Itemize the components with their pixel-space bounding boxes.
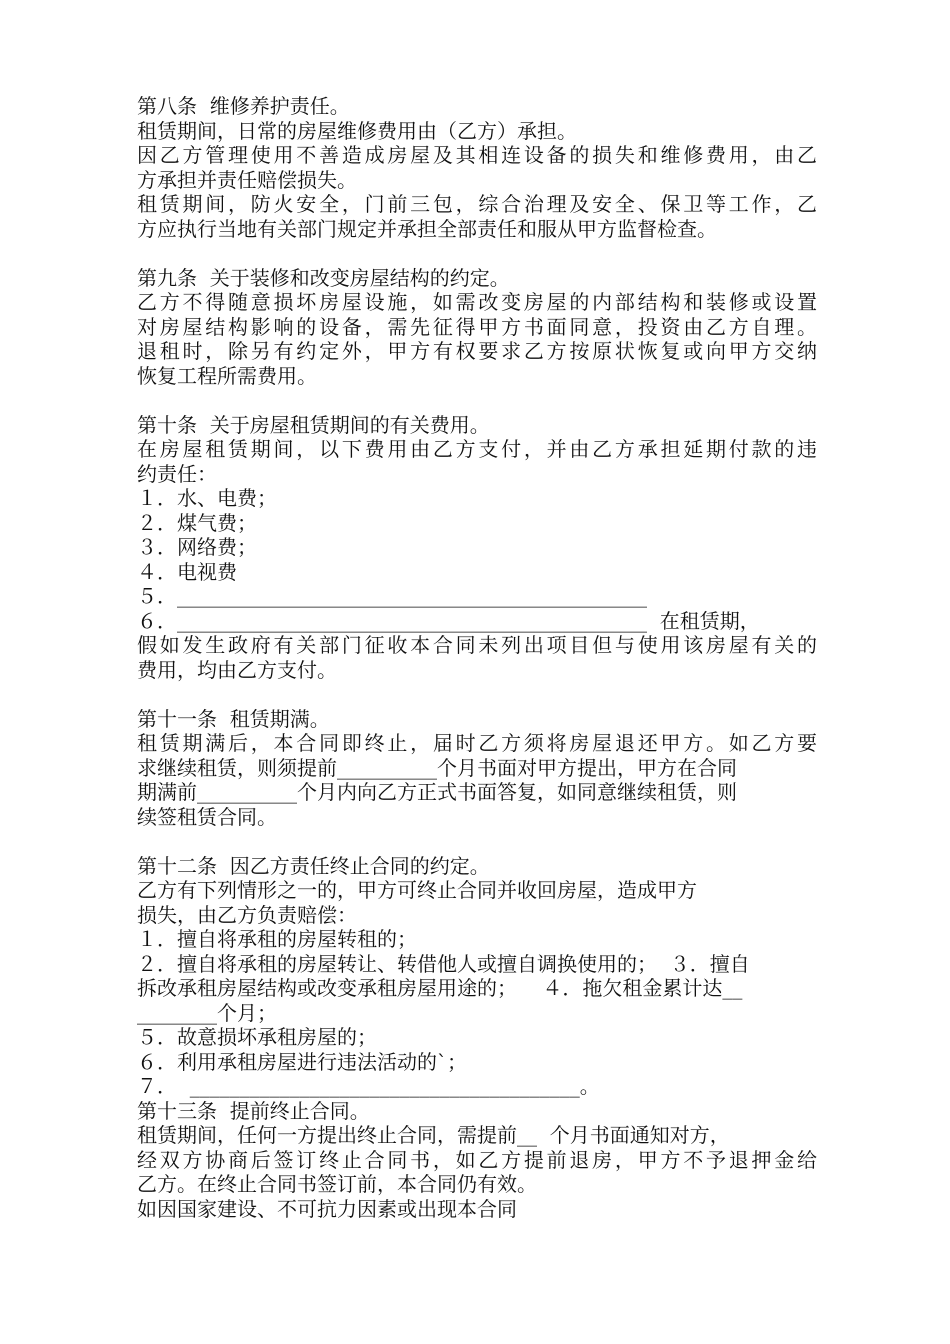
text-line: 约责任： (137, 461, 217, 486)
list-item: ５．故意损坏承租房屋的； (137, 1025, 377, 1049)
list-item: １．水、电费； (137, 486, 277, 510)
list-item: 拆改承租房屋结构或改变承租房屋用途的； ４．拖欠租金累计达__ (137, 976, 743, 1000)
text-line: 费用，均由乙方支付。 (137, 657, 337, 682)
blank-line (137, 388, 817, 413)
text-line: 租赁期间，防火安全，门前三包，综合治理及安全、保卫等工作，乙 (137, 192, 817, 216)
document-page (137, 94, 817, 1221)
blank-line (137, 241, 817, 266)
list-item: ３．网络费； (137, 535, 257, 559)
article-12-heading: 第十二条 因乙方责任终止合同的约定。 (137, 853, 490, 878)
text-line: 乙方不得随意损坏房屋设施，如需改变房屋的内部结构和装修或设置 (137, 290, 817, 314)
list-item-blank: ５．_______________________________________________ (137, 584, 647, 608)
text-line: 恢复工程所需费用。 (137, 363, 317, 388)
list-item: ４．电视费 (137, 559, 237, 584)
article-11-heading: 第十一条 租赁期满。 (137, 706, 330, 731)
text-line: 租赁期间，任何一方提出终止合同，需提前__ 个月书面通知对方， (137, 1123, 730, 1147)
text-line: 假如发生政府有关部门征收本合同未列出项目但与使用该房屋有关的 (137, 633, 817, 657)
text-line: 退租时，除另有约定外，甲方有权要求乙方按原状恢复或向甲方交纳 (137, 339, 817, 363)
text-line: 租赁期间，日常的房屋维修费用由（乙方）承担。 (137, 118, 577, 143)
blank-line (137, 829, 817, 854)
article-13-heading: 第十三条 提前终止合同。 (137, 1098, 370, 1123)
text-line: 如因国家建设、不可抗力因素或出现本合同 (137, 1196, 517, 1221)
list-item: ２．煤气费； (137, 510, 257, 535)
article-10-heading: 第十条 关于房屋租赁期间的有关费用。 (137, 412, 490, 437)
text-line: 求继续租赁，则须提前__________个月书面对甲方提出，甲方在合同 (137, 755, 737, 780)
text-line: 因乙方管理使用不善造成房屋及其相连设备的损失和维修费用，由乙 (137, 143, 817, 167)
text-line: 对房屋结构影响的设备，需先征得甲方书面同意，投资由乙方自理。 (137, 314, 817, 339)
text-line: 在房屋租赁期间，以下费用由乙方支付，并由乙方承担延期付款的违 (137, 437, 817, 461)
list-item: ________个月； (137, 1000, 277, 1025)
text-line: 期满前__________个月内向乙方正式书面答复，如同意继续租赁，则 (137, 780, 737, 804)
list-item-blank: ６．_______________________________________________ 在租赁期， (137, 608, 760, 633)
list-item: １．擅自将承租的房屋转租的； (137, 927, 417, 951)
article-9-heading: 第九条 关于装修和改变房屋结构的约定。 (137, 265, 510, 290)
text-line: 乙方有下列情形之一的，甲方可终止合同并收回房屋，造成甲方 (137, 878, 697, 902)
text-line: 租赁期满后，本合同即终止，届时乙方须将房屋退还甲方。如乙方要 (137, 731, 817, 755)
article-8-heading: 第八条 维修养护责任。 (137, 94, 350, 118)
text-line: 方承担并责任赔偿损失。 (137, 167, 357, 192)
text-line: 续签租赁合同。 (137, 804, 277, 829)
list-item: ２．擅自将承租的房屋转让、转借他人或擅自调换使用的； ３．擅自 (137, 951, 750, 976)
text-line: 乙方。在终止合同书签订前，本合同仍有效。 (137, 1172, 537, 1196)
list-item: ６．利用承租房屋进行违法活动的`； (137, 1049, 467, 1074)
list-item-blank: ７． _______________________________________。 (137, 1074, 600, 1098)
text-line: 经双方协商后签订终止合同书，如乙方提前退房，甲方不予退押金给 (137, 1147, 817, 1172)
blank-line (137, 682, 817, 707)
text-line: 方应执行当地有关部门规定并承担全部责任和服从甲方监督检查。 (137, 216, 717, 241)
text-line: 损失，由乙方负责赔偿： (137, 902, 357, 927)
